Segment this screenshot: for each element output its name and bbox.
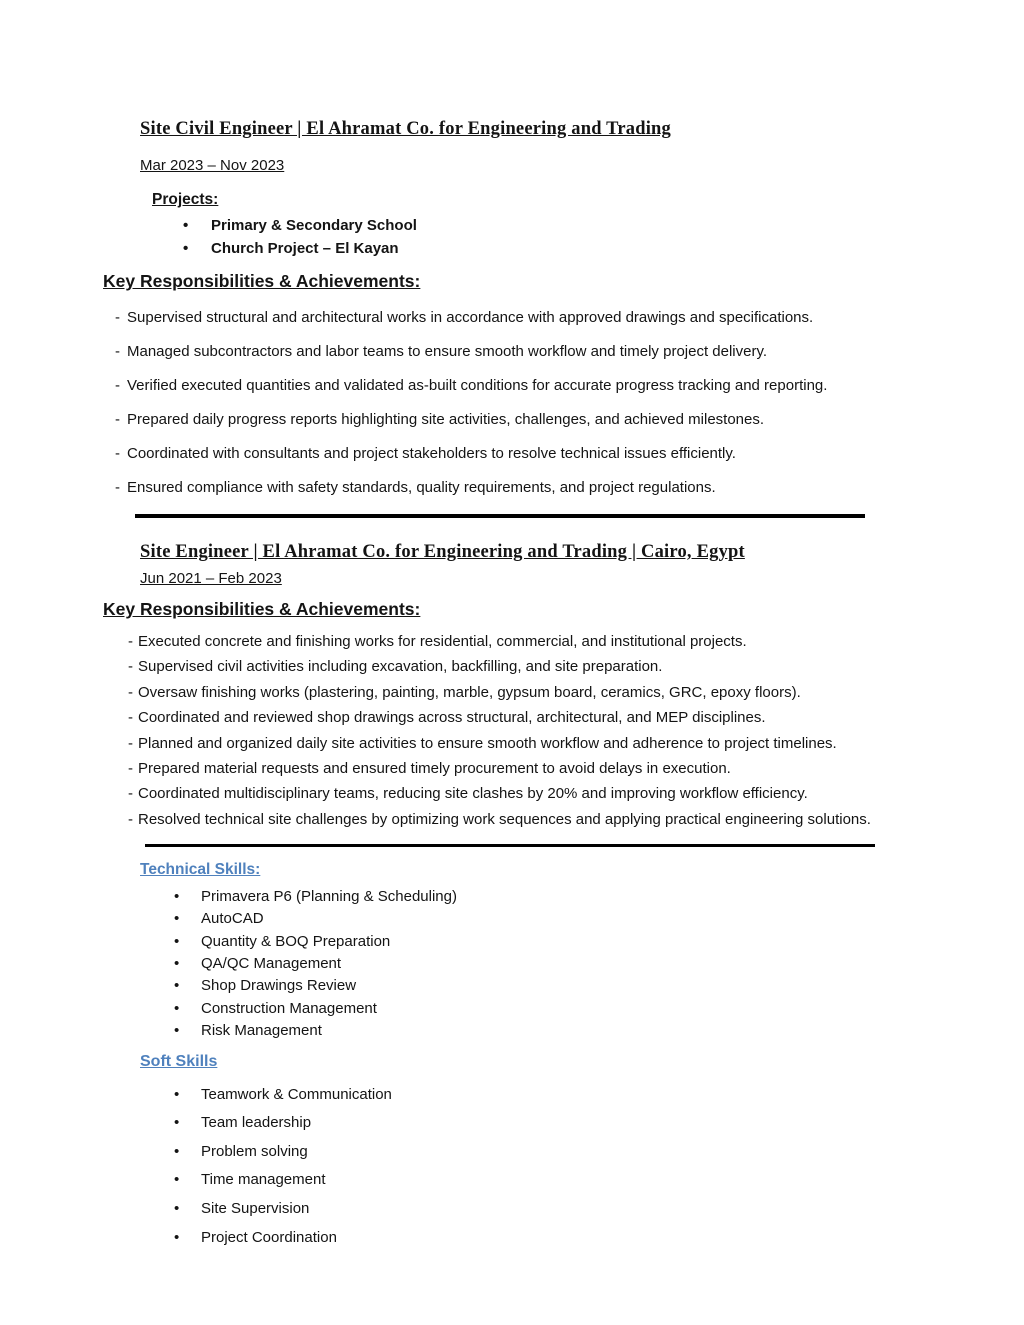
- responsibility-item: - Coordinated multidisciplinary teams, reducing site clashes by 20% and improving workflow efficiency.: [128, 781, 1024, 806]
- skill-item: • AutoCAD: [0, 908, 1024, 930]
- responsibility-item: - Verified executed quantities and validated as-built conditions for accurate progress tracking and reporting.: [115, 376, 1024, 396]
- experience-section-site-engineer: [0, 541, 1024, 832]
- project-item: • Primary & Secondary School: [0, 215, 1024, 238]
- responsibility-item: - Resolved technical site challenges by optimizing work sequences and applying practical engineering solutions.: [128, 807, 1024, 832]
- responsibilities-list: [0, 629, 1024, 832]
- skill-item: • Site Supervision: [0, 1195, 1024, 1224]
- projects-label: Projects:: [152, 191, 219, 208]
- responsibility-item: - Prepared material requests and ensured timely procurement to avoid delays in execution.: [128, 756, 1024, 781]
- job-title: Site Civil Engineer | El Ahramat Co. for Engineering and Trading: [140, 119, 671, 139]
- technical-skills-heading: Technical Skills:: [140, 860, 261, 878]
- responsibility-item: - Supervised civil activities including excavation, backfilling, and site preparation.: [128, 654, 1024, 679]
- skill-item: • QA/QC Management: [0, 953, 1024, 975]
- skill-item: • Primavera P6 (Planning & Scheduling): [0, 886, 1024, 908]
- skills-section: [0, 860, 1024, 1252]
- skill-item: • Risk Management: [0, 1020, 1024, 1042]
- responsibilities-heading: Key Responsibilities & Achievements:: [103, 599, 421, 619]
- responsibility-item: - Coordinated with consultants and project stakeholders to resolve technical issues efficiently.: [115, 444, 1024, 464]
- responsibility-item: - Prepared daily progress reports highlighting site activities, challenges, and achieved milestones.: [115, 410, 1024, 430]
- soft-skills-heading: Soft Skills: [140, 1052, 218, 1070]
- responsibility-item: - Ensured compliance with safety standards, quality requirements, and project regulations.: [115, 478, 1024, 498]
- responsibility-item: - Supervised structural and architectural works in accordance with approved drawings and specifications.: [115, 308, 1024, 328]
- responsibility-item: - Oversaw finishing works (plastering, painting, marble, gypsum board, ceramics, GRC, epoxy floors).: [128, 680, 1024, 705]
- skill-item: • Team leadership: [0, 1109, 1024, 1138]
- technical-skills-list: [0, 886, 1024, 1043]
- experience-section-site-civil-engineer: [0, 118, 1024, 498]
- section-divider: [135, 514, 865, 518]
- projects-list: [0, 215, 1024, 260]
- skill-item: • Time management: [0, 1166, 1024, 1195]
- job-dates: Mar 2023 – Nov 2023: [140, 157, 285, 174]
- skill-item: • Quantity & BOQ Preparation: [0, 931, 1024, 953]
- responsibility-item: - Planned and organized daily site activities to ensure smooth workflow and adherence to project timelines.: [128, 731, 1024, 756]
- skill-item: • Shop Drawings Review: [0, 975, 1024, 997]
- responsibility-item: - Executed concrete and finishing works for residential, commercial, and institutional projects.: [128, 629, 1024, 654]
- skill-item: • Problem solving: [0, 1138, 1024, 1167]
- responsibilities-heading: Key Responsibilities & Achievements:: [103, 271, 421, 291]
- responsibility-item: - Managed subcontractors and labor teams to ensure smooth workflow and timely project delivery.: [115, 342, 1024, 362]
- responsibilities-list: [0, 308, 1024, 498]
- job-dates: Jun 2021 – Feb 2023: [140, 570, 282, 587]
- soft-skills-list: [0, 1081, 1024, 1253]
- responsibility-item: - Coordinated and reviewed shop drawings across structural, architectural, and MEP disciplines.: [128, 705, 1024, 730]
- skill-item: • Project Coordination: [0, 1224, 1024, 1253]
- skill-item: • Construction Management: [0, 998, 1024, 1020]
- job-title: Site Engineer | El Ahramat Co. for Engineering and Trading | Cairo, Egypt: [140, 542, 745, 562]
- section-divider: [145, 844, 875, 847]
- project-item: • Church Project – El Kayan: [0, 238, 1024, 261]
- skill-item: • Teamwork & Communication: [0, 1081, 1024, 1110]
